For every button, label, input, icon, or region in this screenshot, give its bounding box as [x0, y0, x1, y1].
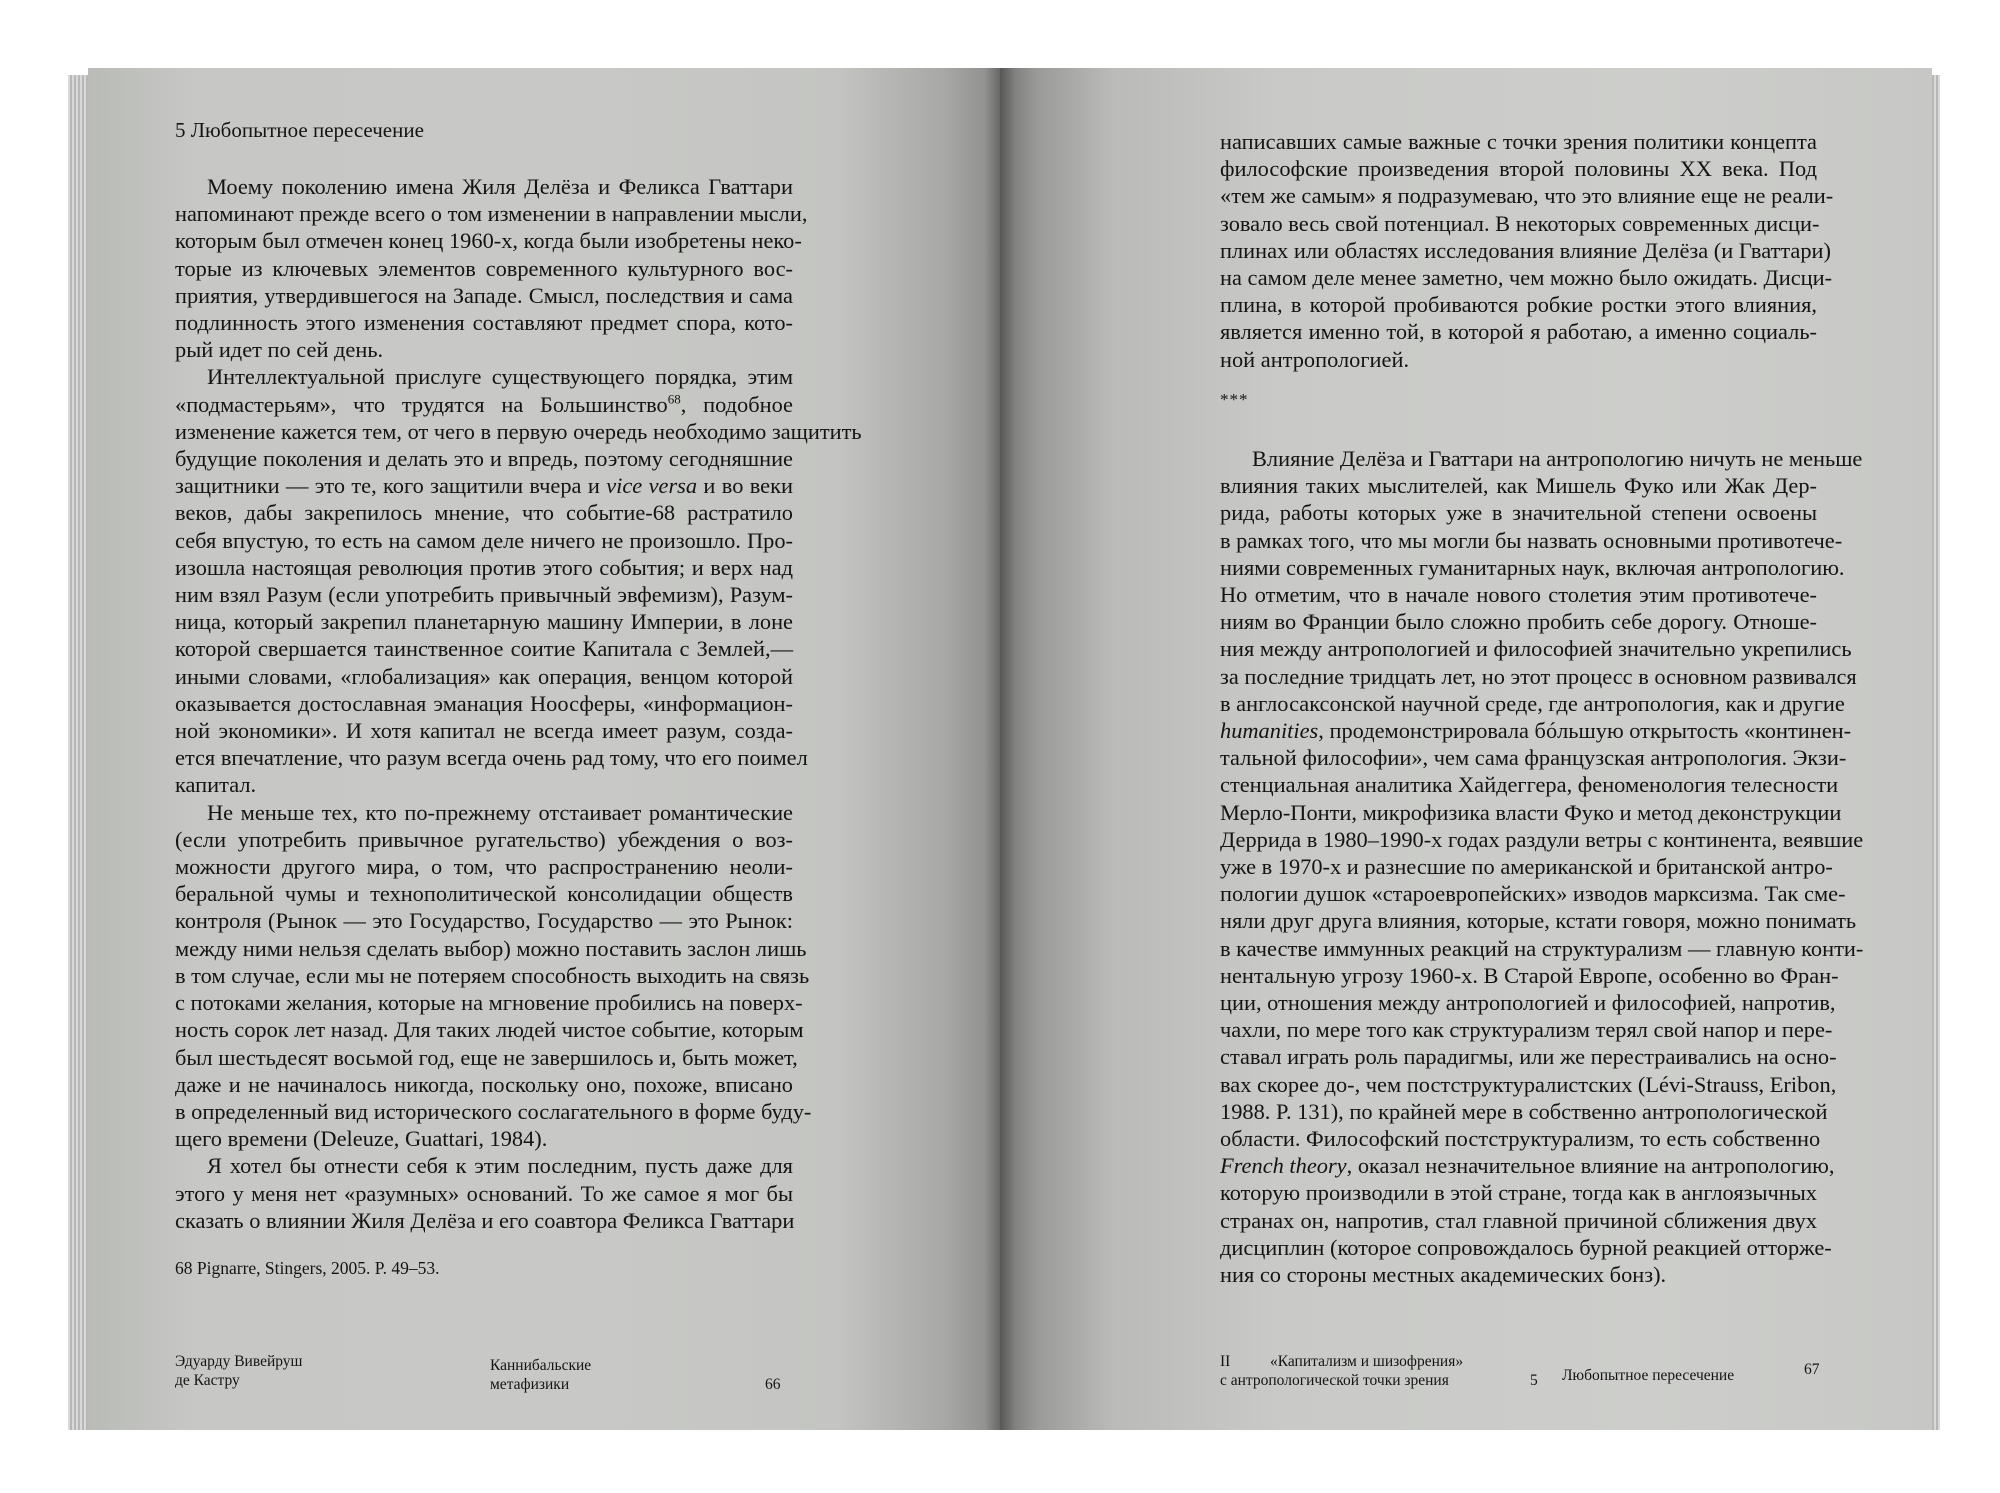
text-line: за последние тридцать лет, но этот процесс в основном развивался	[1220, 663, 1857, 689]
text-line: няли друг друга влияния, которые, кстати говоря, можно понимать	[1220, 908, 1857, 934]
text-line: Я хотел бы отнести себя к этим последним, пусть даже для	[207, 1153, 793, 1179]
text-line: ставал играть роль парадигмы, или же перестраивались на осно-	[1220, 1044, 1837, 1070]
text-line: странах он, напротив, стал главной причиной сближения двух	[1220, 1207, 1817, 1233]
text-line: можности другого мира, о том, что распространению неоли-	[175, 854, 793, 880]
text-line: тальной философии», чем сама французская антропология. Экзи-	[1220, 745, 1847, 771]
text-line: ной антропологией.	[1220, 346, 1410, 372]
text-line: плинах или областях исследования влияние Делёза (и Гваттари)	[1220, 237, 1831, 263]
text-line	[175, 391, 793, 418]
text-line: Интеллектуальной прислуге существующего порядка, этим	[207, 364, 793, 390]
page-number: 66	[765, 1376, 781, 1393]
footer-author-line: Эдуарду Вивейруш	[175, 1353, 303, 1370]
text-line: которой свершается таинственное соитие Капитала с Землей,—	[175, 636, 793, 662]
book-gutter	[985, 68, 1015, 1430]
text-fragment: , подобное	[680, 391, 793, 417]
text-line: написавших самые важные с точки зрения политики концепта	[1220, 129, 1817, 154]
footer-part-number: II	[1220, 1353, 1231, 1370]
text-line: контроля (Рынок — это Государство, Государство — это Рынок:	[175, 908, 793, 934]
footnote: 68 Pignarre, Stingers, 2005. P. 49–53.	[175, 1258, 440, 1278]
text-fragment: , оказал незначительное влияние на антропологию,	[1346, 1153, 1835, 1179]
text-line: стенциальная аналитика Хайдеггера, феноменология телесности	[1220, 772, 1839, 798]
text-line: Не меньше тех, кто по-прежнему отстаивает романтические	[207, 799, 793, 825]
text-line: «тем же самым» я подразумеваю, что это влияние еще не реали-	[1220, 183, 1834, 209]
footer-author	[175, 1352, 302, 1390]
italic-phrase: vice versa	[606, 473, 698, 499]
text-line: ница, который закрепил планетарную машину Империи, в лоне	[175, 609, 793, 635]
text-line: был шестьдесят восьмой год, еще не завершилось и, быть может,	[175, 1044, 798, 1070]
text-line: ния со стороны местных академических бонз).	[1220, 1262, 1667, 1288]
text-line: в определенный вид исторического сослагательного в форме буду-	[175, 1098, 812, 1124]
text-line: иными словами, «глобализация» как операция, венцом которой	[175, 663, 793, 689]
text-line: ции, отношения между антропологией и философией, напротив,	[1220, 990, 1836, 1016]
text-line: Но отметим, что в начале нового столетия этим противотече-	[1220, 582, 1817, 608]
footer-title-line: Каннибальские	[490, 1357, 592, 1374]
text-line	[1220, 717, 1852, 744]
text-line: Мерло-Понти, микрофизика власти Фуко и метод деконструкции	[1220, 799, 1842, 825]
right-page-body-top	[1220, 128, 1834, 373]
text-line: капитал.	[175, 772, 257, 798]
text-line: плина, в которой пробиваются робкие ростки этого влияния,	[1220, 292, 1817, 318]
footer-part-title-line: «Капитализм и шизофрения»	[1270, 1353, 1464, 1370]
italic-phrase: French theory	[1220, 1153, 1347, 1179]
text-line: Влияние Делёза и Гваттари на антропологию ничуть не меньше	[1252, 446, 1863, 471]
text-line: которым был отмечен конец 1960-х, когда были изобретены неко-	[175, 228, 802, 254]
text-line: ним взял Разум (если употребить привычный эвфемизм), Разум-	[175, 582, 793, 608]
text-line: торые из ключевых элементов современного культурного вос-	[175, 255, 793, 281]
text-line: рида, работы которых уже в значительной степени освоены	[1220, 500, 1817, 526]
text-fragment: и во веки	[697, 473, 793, 499]
text-fragment: «подмастерьям», что трудятся на Большинство	[175, 391, 668, 417]
text-line: ниям во Франции было сложно пробить себе дорогу. Отноше-	[1220, 609, 1817, 635]
text-line: 1988. P. 131), по крайней мере в собственно антропологической	[1220, 1098, 1828, 1124]
text-line: беральной чумы и технополитической консолидации обществ	[175, 881, 793, 907]
italic-phrase: humanities	[1220, 718, 1319, 744]
text-line: подлинность этого изменения составляют предмет спора, кото-	[175, 310, 793, 336]
page-number: 67	[1804, 1361, 1820, 1378]
text-line: изошла настоящая революция против этого события; и верх над	[175, 554, 793, 580]
text-line: в том случае, если мы не потеряем способность выходить на связь	[175, 962, 810, 988]
footer-author-line: де Кастру	[175, 1372, 240, 1389]
text-line: (если употребить привычное ругательство) убеждения о воз-	[175, 826, 793, 852]
text-line: в качестве иммунных реакций на структурализм — главную конти-	[1220, 935, 1864, 961]
text-line: себя впустую, то есть на самом деле ничего не произошло. Про-	[175, 527, 793, 553]
footer-chapter-title: Любопытное пересечение	[1562, 1367, 1735, 1384]
text-line: Моему поколению имена Жиля Делёза и Феликса Гваттари	[207, 174, 793, 199]
footer-part-title-line: с антропологической точки зрения	[1220, 1372, 1449, 1389]
text-line: является именно той, в которой я работаю, а именно социаль-	[1220, 319, 1817, 345]
text-line: между ними нельзя сделать выбор) можно поставить заслон лишь	[175, 935, 807, 961]
text-line: вах скорее до-, чем постструктуралистских (Lévi-Strauss, Eribon,	[1220, 1071, 1837, 1097]
text-line: нентальную угрозу 1960-х. В Старой Европе, особенно во Фран-	[1220, 962, 1839, 988]
footer-title-line: метафизики	[490, 1376, 570, 1393]
text-line	[1220, 1152, 1835, 1179]
text-line: зовало весь свой потенциал. В некоторых современных дисци-	[1220, 210, 1820, 236]
text-line: даже и не начиналось никогда, поскольку оно, похоже, вписано	[175, 1071, 793, 1097]
text-line: будущие поколения и делать это и впредь, поэтому сегодняшние	[175, 446, 793, 472]
text-fragment: защитники — это те, кого защитили вчера и	[175, 473, 600, 499]
running-head: 5 Любопытное пересечение	[175, 118, 424, 142]
footer-chapter-number: 5	[1530, 1372, 1538, 1389]
text-line: ется впечатление, что разум всегда очень рад тому, что его поимел	[175, 745, 808, 771]
text-line: оказывается достославная эманация Ноосферы, «информацион-	[175, 690, 793, 716]
text-line: сказать о влиянии Жиля Делёза и его соавтора Феликса Гваттари	[175, 1207, 795, 1233]
text-line: рый идет по сей день.	[175, 337, 384, 363]
text-fragment: , продемонстрировала бóльшую открытость «континен-	[1318, 718, 1852, 744]
text-line: Деррида в 1980–1990-х годах раздули ветры с континента, веявшие	[1220, 826, 1864, 852]
footer-book-title	[490, 1356, 591, 1394]
text-line: изменение кажется тем, от чего в первую очередь необходимо защитить	[175, 418, 862, 444]
text-line: уже в 1970-х и разнесшие по американской и британской антро-	[1220, 854, 1833, 880]
text-line: ность сорок лет назад. Для таких людей чистое событие, которым	[175, 1017, 804, 1043]
text-line: чахли, по мере того как структурализм терял свой напор и пере-	[1220, 1017, 1833, 1043]
text-line: этого у меня нет «разумных» оснований. То же самое я мог бы	[175, 1180, 793, 1206]
text-line: пологии душок «староевропейских» изводов марксизма. Так сме-	[1220, 881, 1846, 907]
text-line: влияния таких мыслителей, как Мишель Фуко или Жак Дер-	[1220, 473, 1817, 499]
text-line: с потоками желания, которые на мгновение пробились на поверх-	[175, 990, 803, 1016]
text-line: щего времени (Deleuze, Guattari, 1984).	[175, 1126, 548, 1152]
text-line: ниями современных гуманитарных наук, включая антропологию.	[1220, 554, 1845, 580]
text-line: ния между антропологией и философией значительно укрепились	[1220, 636, 1852, 662]
text-line: в англосаксонской научной среде, где антропология, как и другие	[1220, 690, 1845, 716]
text-line: философские произведения второй половины XX века. Под	[1220, 156, 1817, 182]
text-line: которую производили в этой стране, тогда как в англоязычных	[1220, 1180, 1817, 1206]
text-line: дисциплин (которое сопровождалось бурной реакцией отторже-	[1220, 1234, 1832, 1260]
text-line	[175, 472, 793, 499]
text-line: веков, дабы закрепилось мнение, что событие-68 растратило	[175, 500, 793, 526]
text-line: напоминают прежде всего о том изменении в направлении мысли,	[175, 201, 808, 227]
left-page-body	[175, 173, 862, 1234]
right-page-body-bottom	[1220, 445, 1864, 1288]
text-line: на самом деле менее заметно, чем можно было ожидать. Дисци-	[1220, 265, 1833, 291]
footnote-ref[interactable]: 68	[667, 391, 681, 407]
text-line: приятия, утвердившегося на Западе. Смысл, последствия и сама	[175, 282, 793, 308]
text-line: области. Философский постструктурализм, то есть собственно	[1220, 1126, 1821, 1152]
text-line: ной экономики». И хотя капитал не всегда имеет разум, созда-	[175, 718, 793, 744]
text-line: в рамках того, что мы могли бы назвать основными противотече-	[1220, 527, 1843, 553]
section-separator: ***	[1220, 390, 1249, 409]
